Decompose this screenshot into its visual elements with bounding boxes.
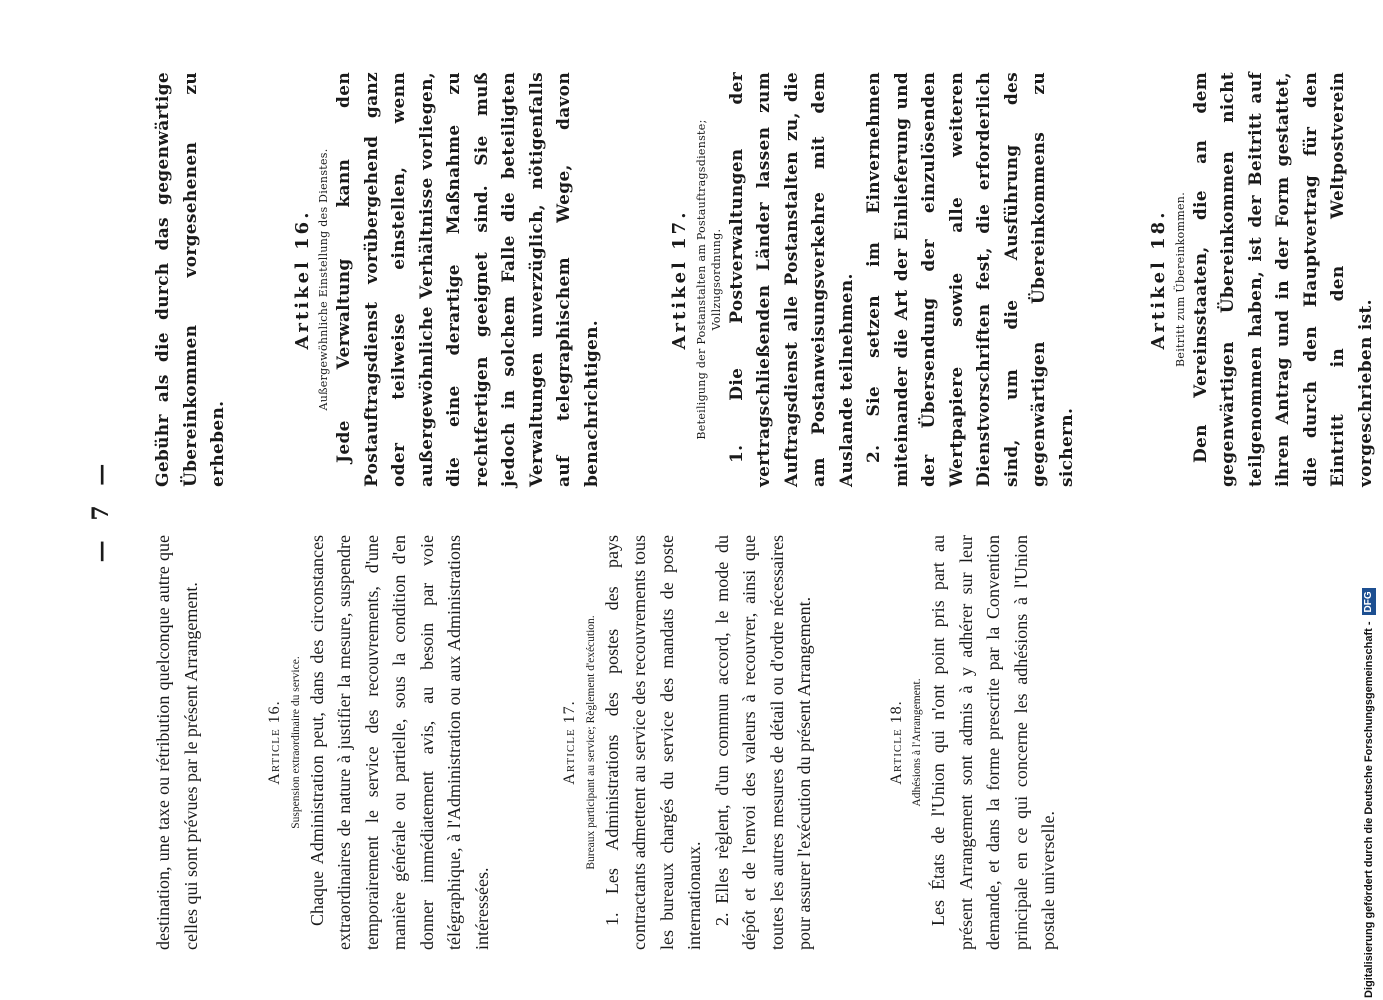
french-intro: destination, une taxe ou rétribution quelconque autre que celles qui sont prévues par le présent Arrangement. (153, 535, 201, 950)
german-art18-title: Artikel 18. (1148, 209, 1169, 350)
french-art17-subtitle: Bureaux participant au service; Règlement d'exécution. (584, 615, 597, 870)
german-art18-body: Den Vereinsstaaten, die an dem gegenwärtigen Übereinkommen nicht teilgenommen haben, ist der Beitritt auf ihren Antrag und in der Form gestattet, die durch den Hauptvertrag für den Eintritt in den Weltpostverein vorgeschrieben ist. (1190, 72, 1376, 487)
french-art16-body: Chaque Administration peut, dans des circonstances extraordinaires de nature à justifier la mesure, suspendre temporairement le service des recouvrements, d'une manière générale ou partielle, sous la condition d'en donner immédiatement avis, au besoin par voie télégraphique, à l'Administration ou aux Administrations intéressées. (306, 535, 492, 950)
german-art17-p1: 1. Die Postverwaltungen der vertragschließenden Länder lassen zum Auftragsdienst alle Postanstalten zu, die am Postanweisungsverkehre mit dem Auslande teilnehmen. (726, 72, 857, 487)
german-intro: Gebühr als die durch das gegenwärtige Übereinkommen vorgesehenen zu erheben. (153, 72, 228, 487)
french-art17-title: Article 17. (561, 700, 578, 785)
french-art16-title: Article 16. (266, 700, 283, 785)
french-art18-title: Article 18. (887, 700, 905, 785)
french-column (150, 535, 1063, 950)
german-art17-subtitle: Beteiligung der Postanstalten am Postauftragsdienste; Vollzugsordnung. (694, 119, 723, 440)
credit-text: Digitalisierung gefördert durch die Deutsche Forschungsgemeinschaft - (1362, 621, 1375, 998)
dfg-logo-icon: DFG (1362, 588, 1376, 615)
german-art17-p2: 2. Sie setzen im Einvernehmen miteinander die Art der Einlieferung und der Übersendung der einzulösenden Wertpapiere sowie alle weiteren Dienstvorschriften fest, die erforderlich sind, um die Ausführung des gegenwärtigen Übereinkommens zu sichern. (864, 72, 1077, 487)
german-art16-body: Jede Verwaltung kann den Postauftragsdienst vorübergehend ganz oder teilweise einstellen, wenn außergewöhnliche Verhältnisse vorliegen, die eine derartige Maßnahme zu rechtfertigen geeignet sind. Sie muß jedoch in solchem Falle die beteiligten Verwaltungen unverzüglich, nötigenfalls auf telegraphischem Wege, davon benachrichtigen. (334, 72, 602, 487)
german-art16-title: Artikel 16. (291, 209, 313, 350)
german-art16-subtitle: Außergewöhnliche Einstellung des Dienstes. (317, 148, 330, 411)
german-column (150, 72, 1380, 487)
german-art17-title: Artikel 17. (669, 209, 690, 350)
french-art17-p1: 1. Les Administrations des postes des pays contractants admettent au service des recouvrements tous les bureaux chargés du service des mandats de poste internationaux. (601, 535, 704, 950)
page-number: — 7 — (88, 457, 114, 563)
german-art18-subtitle: Beitritt zum Übereinkommen. (1173, 192, 1187, 367)
french-art18-body: Les États de l'Union qui n'ont point pris part au présent Arrangement sont admis à y adhérer sur leur demande, et dans la forme prescrite par la Convention principale en ce qui concerne les adhésions à l'Union postale universelle. (928, 535, 1058, 950)
french-art18-subtitle: Adhésions à l'Arrangement. (911, 678, 923, 807)
french-art16-subtitle: Suspension extraordinaire du service. (289, 656, 302, 829)
digitization-credit (1362, 588, 1376, 998)
french-art17-p2: 2. Elles règlent, d'un commun accord, le mode du dépôt et de l'envoi des valeurs à recouvrer, ainsi que toutes les autres mesures de détail ou d'ordre nécessaires pour assurer l'exécution du présent Arrangement. (711, 535, 814, 950)
